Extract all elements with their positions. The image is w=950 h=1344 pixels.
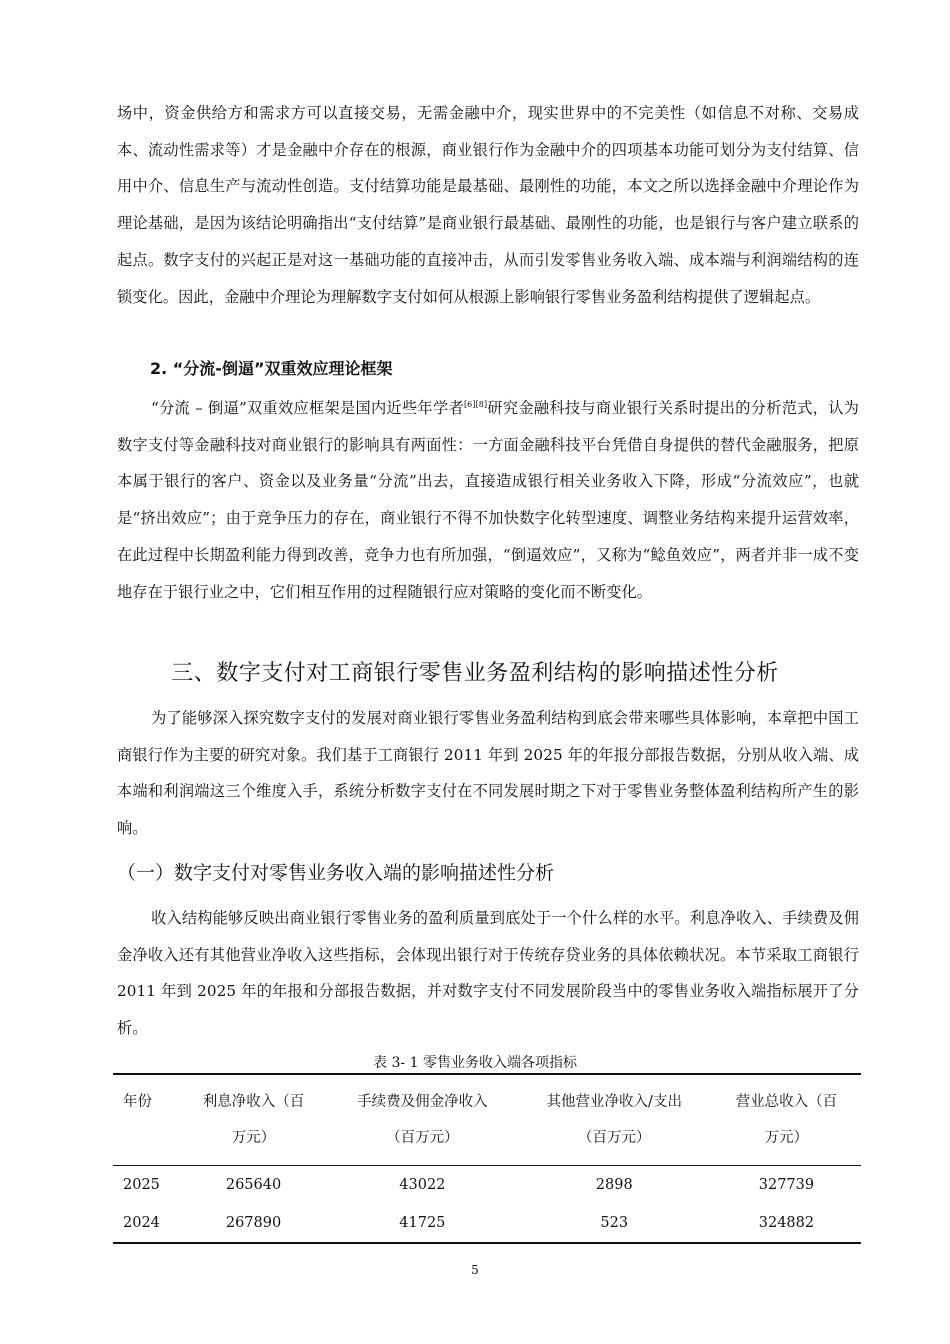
header-line2: （百万元） xyxy=(578,1130,651,1146)
table-container xyxy=(113,1073,861,1244)
cell-total-operating-income: 327739 xyxy=(758,1177,815,1193)
header-line1: 其他营业净收入/支出 xyxy=(546,1094,682,1110)
page-number: 5 xyxy=(471,1263,479,1277)
paragraph-dual-effect xyxy=(117,390,859,610)
header-line2: 万元） xyxy=(764,1130,809,1146)
paragraph-income-structure-text: 收入结构能够反映出商业银行零售业务的盈利质量到底处于一个什么样的水平。利息净收入、手续费及佣金净收入还有其他营业净收入这些指标，会体现出银行对于传统存贷业务的具体依赖状况。本节采取工商银行 2011 年到 2025 年的年报和分部报告数据，并对数字支付不同发展阶段当中的零售业务收入端指标展开了分析。 xyxy=(117,909,859,1038)
cell-other-operating-income: 2898 xyxy=(595,1177,633,1193)
header-line1: 利息净收入（百 xyxy=(202,1094,305,1110)
citation-reference: [6][8] xyxy=(463,400,488,409)
cell-year: 2025 xyxy=(123,1177,160,1193)
header-net-interest-income xyxy=(179,1074,328,1166)
header-line2: （百万元） xyxy=(386,1130,459,1146)
header-total-operating-income xyxy=(712,1074,861,1166)
paragraph-dual-effect-rest: 研究金融科技与商业银行关系时提出的分析范式，认为数字支付等金融科技对商业银行的影响具有两面性：一方面金融科技平台凭借自身提供的替代金融服务，把原本属于银行的客户、资金以及业务量“分流”出去，直接造成银行相关业务收入下降，形成“分流效应”，也就是“挤出效应”；由于竞争压力的存在，商业银行不得不加快数字化转型速度、调整业务结构来提升运营效率，在此过程中长期盈利能力得到改善，竞争力也有所加强，“倒逼效应”，又称为“鲶鱼效应”，两者并非一成不变地存在于银行业之中，它们相互作用的过程随银行应对策略的变化而不断变化。 xyxy=(117,399,859,601)
header-year-label: 年份 xyxy=(123,1094,152,1110)
cell-fee-commission-income: 41725 xyxy=(399,1215,446,1231)
cell-total-operating-income: 324882 xyxy=(758,1215,815,1231)
header-other-operating-income xyxy=(517,1074,712,1166)
retail-income-table xyxy=(113,1073,861,1244)
paragraph-chapter-intro xyxy=(117,700,859,847)
header-year xyxy=(113,1074,179,1166)
paragraph-income-structure xyxy=(117,900,859,1047)
table-row xyxy=(113,1204,861,1243)
cell-fee-commission-income: 43022 xyxy=(399,1177,446,1193)
cell-net-interest-income: 265640 xyxy=(225,1177,282,1193)
cell-net-interest-income: 267890 xyxy=(225,1215,282,1231)
header-line2: 万元） xyxy=(231,1130,276,1146)
subheading-dual-effect-framework: 2. “分流-倒逼”双重效应理论框架 xyxy=(150,359,393,378)
table-caption: 表 3- 1 零售业务收入端各项指标 xyxy=(373,1055,577,1071)
header-fee-commission-income xyxy=(328,1074,517,1166)
header-line1: 手续费及佣金净收入 xyxy=(357,1094,488,1110)
header-line1: 营业总收入（百 xyxy=(735,1094,838,1110)
paragraph-chapter-intro-text: 为了能够深入探究数字支付的发展对商业银行零售业务盈利结构到底会带来哪些具体影响，本章把中国工商银行作为主要的研究对象。我们基于工商银行 2011 年到 2025 年的年报分部报告数据，分别从收入端、成本端和利润端这三个维度入手，系统分析数字支付在不同发展时期之下对于零售业务整体盈利结构所产生的影响。 xyxy=(117,709,859,838)
section-heading-3: 三、数字支付对工商银行零售业务盈利结构的影响描述性分析 xyxy=(171,661,779,686)
cell-other-operating-income: 523 xyxy=(600,1215,629,1231)
cell-year: 2024 xyxy=(123,1215,160,1231)
paragraph-financial-intermediary: 场中，资金供给方和需求方可以直接交易，无需金融中介，现实世界中的不完美性（如信息不对称、交易成本、流动性需求等）才是金融中介存在的根源，商业银行作为金融中介的四项基本功能可划分为支付结算、信用中介、信息生产与流动性创造。支付结算功能是最基础、最刚性的功能，本文之所以选择金融中介理论作为理论基础，是因为该结论明确指出“支付结算”是商业银行最基础、最刚性的功能，也是银行与客户建立联系的起点。数字支付的兴起正是对这一基础功能的直接冲击，从而引发零售业务收入端、成本端与利润端结构的连锁变化。因此，金融中介理论为理解数字支付如何从根源上影响银行零售业务盈利结构提供了逻辑起点。 xyxy=(117,104,859,306)
table-row xyxy=(113,1166,861,1205)
table-header-row xyxy=(113,1074,861,1166)
subsection-heading-1: （一）数字支付对零售业务收入端的影响描述性分析 xyxy=(117,862,555,884)
paragraph-dual-effect-start: “分流 – 倒逼”双重效应框架是国内近些年学者 xyxy=(151,399,464,417)
